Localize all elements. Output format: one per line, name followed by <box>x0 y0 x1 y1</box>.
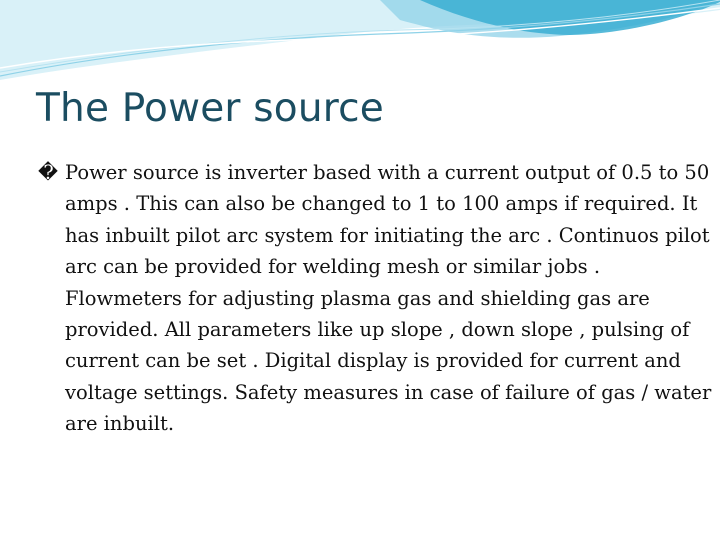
bullet-text: Power source is inverter based with a current output of 0.5 to 50 amps . This can also be changed to 1 to 100 amps if required. It has inbuilt pilot arc system for initiating the arc . Continuos pilot arc can be provided for welding mesh or similar jobs . Flowmeters for adjusting plasma gas and shielding gas are provided. All parameters like up slope , down slope , pulsing of current can be set . Digital display is provided for current and voltage settings. Safety measures in case of failure of gas / water are inbuilt. <box>65 161 712 436</box>
bullet-glyph: � <box>38 161 58 184</box>
wave-header-decoration <box>0 0 720 90</box>
bullet-paragraph <box>38 157 715 440</box>
slide-title: The Power source <box>36 86 384 131</box>
